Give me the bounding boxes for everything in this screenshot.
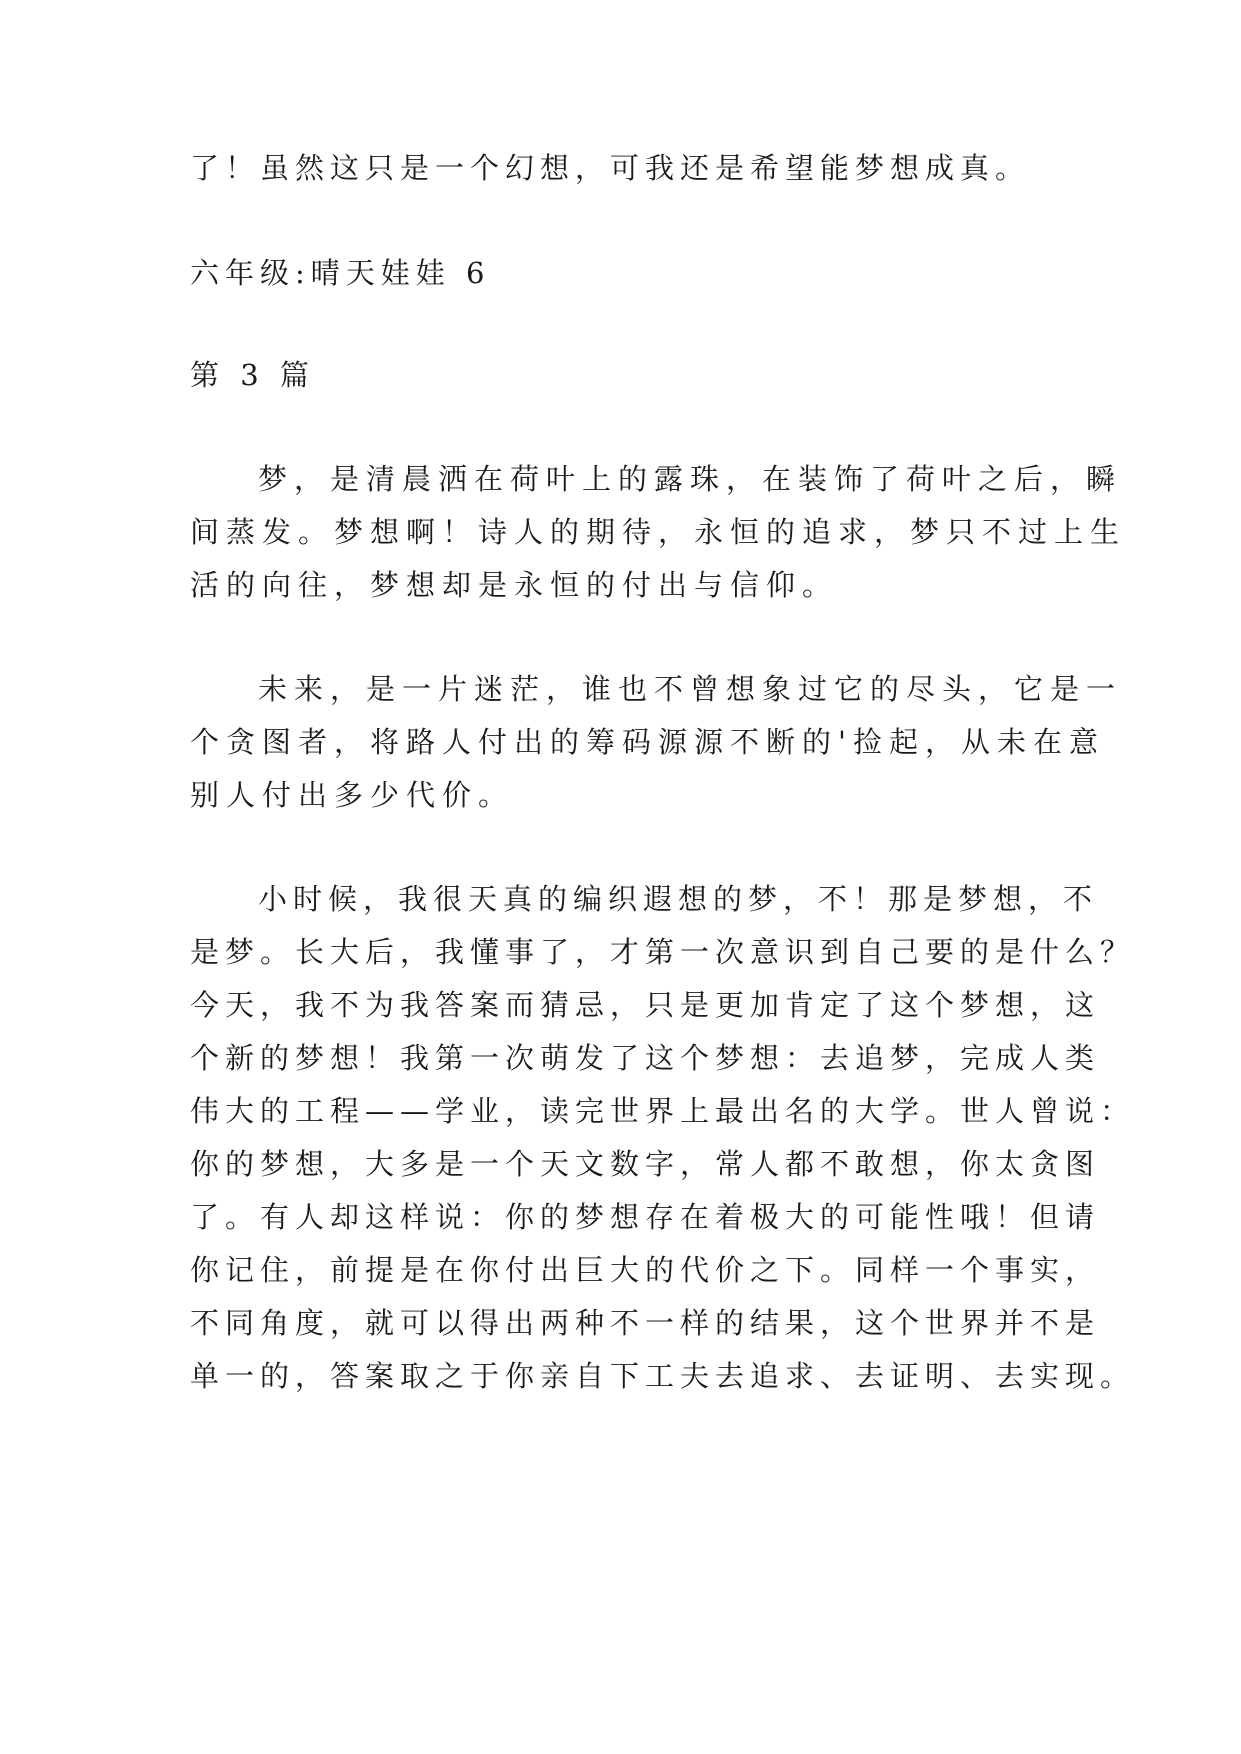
paragraph-line: 活的向往，梦想却是永恒的付出与信仰。 bbox=[190, 568, 839, 602]
paragraph-line: 单一的，答案取之于你亲自下工夫去追求、去证明、去实现。 bbox=[190, 1359, 1136, 1393]
section-heading: 第 3 篇 bbox=[190, 358, 315, 392]
paragraph-line: 今天，我不为我答案而猜忌，只是更加肯定了这个梦想，这 bbox=[190, 988, 1101, 1022]
paragraph-line: 了。有人却这样说：你的梦想存在着极大的可能性哦！但请 bbox=[190, 1200, 1101, 1234]
paragraph-line: 你记住，前提是在你付出巨大的代价之下。同样一个事实， bbox=[190, 1253, 1101, 1287]
paragraph-line: 你的梦想，大多是一个天文数字，常人都不敢想，你太贪图 bbox=[190, 1147, 1101, 1181]
paragraph-line: 梦，是清晨洒在荷叶上的露珠，在装饰了荷叶之后，瞬 bbox=[258, 462, 1123, 496]
paragraph-line: 小时候，我很天真的编织遐想的梦，不！那是梦想，不 bbox=[258, 882, 1099, 916]
intro-line: 了！虽然这只是一个幻想，可我还是希望能梦想成真。 bbox=[190, 151, 1031, 185]
paragraph-line: 未来，是一片迷茫，谁也不曾想象过它的尽头，它是一 bbox=[258, 672, 1123, 706]
paragraph-line: 伟大的工程——学业，读完世界上最出名的大学。世人曾说： bbox=[190, 1094, 1136, 1128]
paragraph-line: 别人付出多少代价。 bbox=[190, 778, 515, 812]
paragraph-line: 不同角度，就可以得出两种不一样的结果，这个世界并不是 bbox=[190, 1306, 1101, 1340]
byline: 六年级:晴天娃娃 6 bbox=[190, 256, 491, 290]
paragraph-line: 个新的梦想！我第一次萌发了这个梦想：去追梦，完成人类 bbox=[190, 1041, 1101, 1075]
paragraph-line: 间蒸发。梦想啊！诗人的期待，永恒的追求，梦只不过上生 bbox=[190, 515, 1127, 549]
paragraph-line: 是梦。长大后，我懂事了，才第一次意识到自己要的是什么？ bbox=[190, 935, 1136, 969]
paragraph-line: 个贪图者，将路人付出的筹码源源不断的'捡起，从未在意 bbox=[190, 725, 1105, 759]
